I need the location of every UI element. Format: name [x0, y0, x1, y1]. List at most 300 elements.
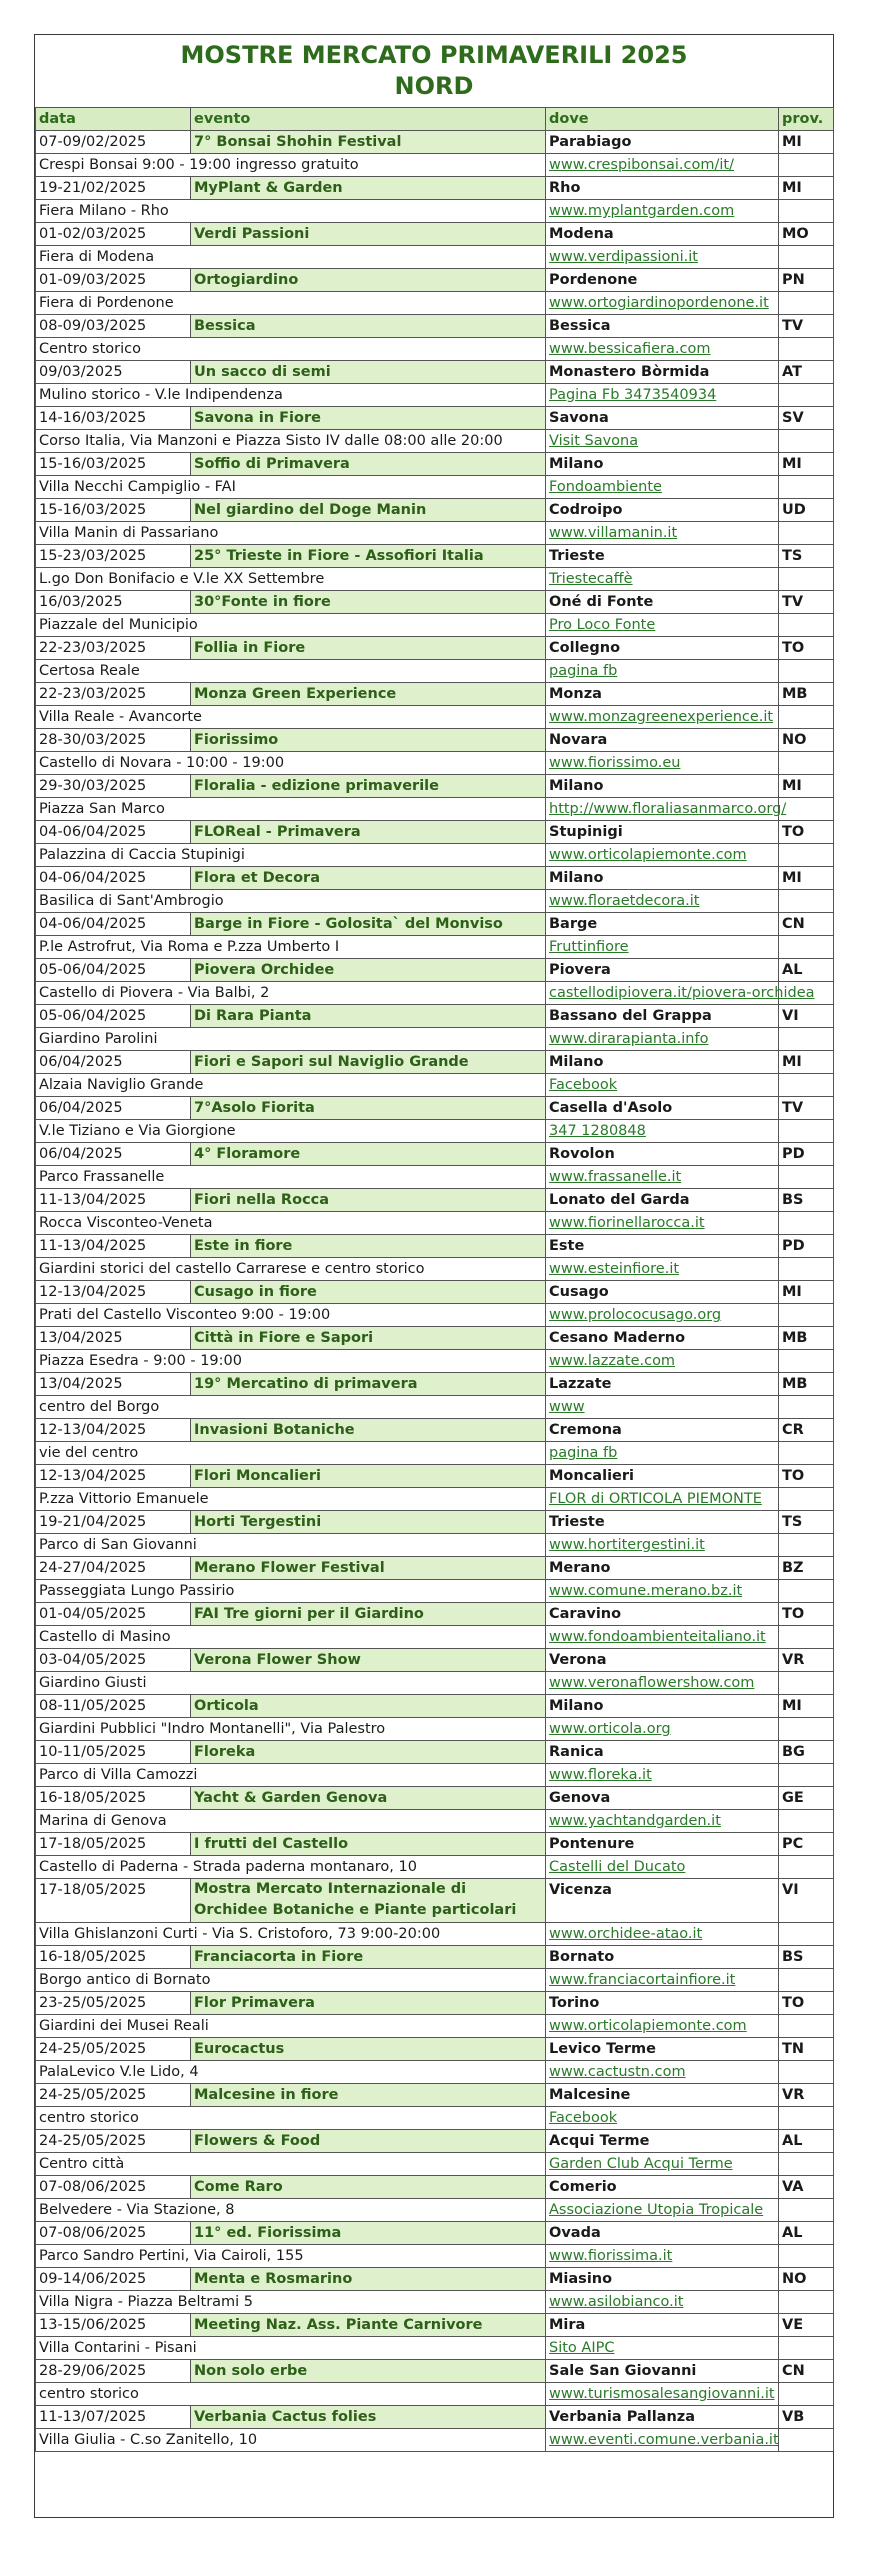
event-location: centro storico — [36, 2107, 546, 2130]
event-link[interactable]: www.turismosalesangiovanni.it — [546, 2383, 779, 2406]
event-location: Palazzina di Caccia Stupinigi — [36, 844, 546, 867]
event-name: Floralia - edizione primaverile — [191, 775, 546, 798]
event-province: AL — [779, 2130, 834, 2153]
event-link[interactable]: www.villamanin.it — [546, 522, 779, 545]
event-link[interactable]: www.fiorissimo.eu — [546, 752, 779, 775]
event-link[interactable]: Fondoambiente — [546, 476, 779, 499]
event-date: 12-13/04/2025 — [36, 1419, 191, 1442]
event-link[interactable]: www.ortogiardinopordenone.it — [546, 292, 779, 315]
event-location: L.go Don Bonifacio e V.le XX Settembre — [36, 568, 546, 591]
event-city: Caravino — [546, 1603, 779, 1626]
event-province: VB — [779, 2406, 834, 2429]
event-link[interactable]: www.dirarapianta.info — [546, 1028, 779, 1051]
header-prov: prov. — [779, 108, 834, 131]
event-name: Follia in Fiore — [191, 637, 546, 660]
event-city: Malcesine — [546, 2084, 779, 2107]
event-link[interactable]: www.esteinfiore.it — [546, 1258, 779, 1281]
empty-cell — [779, 2199, 834, 2222]
event-province: TV — [779, 1097, 834, 1120]
event-province: BS — [779, 1189, 834, 1212]
event-link[interactable]: www.verdipassioni.it — [546, 246, 779, 269]
event-row — [36, 1557, 834, 1580]
event-date: 24-25/05/2025 — [36, 2130, 191, 2153]
event-link[interactable]: Pro Loco Fonte — [546, 614, 779, 637]
event-location: P.zza Vittorio Emanuele — [36, 1488, 546, 1511]
event-row — [36, 1511, 834, 1534]
event-link[interactable]: www.yachtandgarden.it — [546, 1810, 779, 1833]
event-location: PalaLevico V.le Lido, 4 — [36, 2061, 546, 2084]
event-row — [36, 1992, 834, 2015]
event-location: Giardini storici del castello Carrarese e centro storico — [36, 1258, 546, 1281]
event-link[interactable]: www.bessicafiera.com — [546, 338, 779, 361]
event-date: 12-13/04/2025 — [36, 1281, 191, 1304]
event-detail-row — [36, 1212, 834, 1235]
empty-cell — [779, 430, 834, 453]
event-name: Città in Fiore e Sapori — [191, 1327, 546, 1350]
event-location: Basilica di Sant'Ambrogio — [36, 890, 546, 913]
event-detail-row — [36, 246, 834, 269]
event-city: Casella d'Asolo — [546, 1097, 779, 1120]
event-name: I frutti del Castello — [191, 1833, 546, 1856]
event-location: Piazza San Marco — [36, 798, 546, 821]
empty-cell — [779, 246, 834, 269]
event-name: Flora et Decora — [191, 867, 546, 890]
event-detail-row — [36, 1764, 834, 1787]
event-detail-row — [36, 890, 834, 913]
empty-cell — [779, 1074, 834, 1097]
event-city: Parabiago — [546, 131, 779, 154]
empty-cell — [779, 1166, 834, 1189]
event-row — [36, 2176, 834, 2199]
event-detail-row — [36, 1166, 834, 1189]
event-location: Certosa Reale — [36, 660, 546, 683]
event-name: 30°Fonte in fiore — [191, 591, 546, 614]
event-date: 17-18/05/2025 — [36, 1879, 191, 1923]
event-location: V.le Tiziano e Via Giorgione — [36, 1120, 546, 1143]
event-row — [36, 2130, 834, 2153]
event-date: 13-15/06/2025 — [36, 2314, 191, 2337]
empty-cell — [779, 1258, 834, 1281]
event-link[interactable]: www.fondoambienteitaliano.it — [546, 1626, 779, 1649]
event-row — [36, 1005, 834, 1028]
event-city: Milano — [546, 1051, 779, 1074]
event-location: centro storico — [36, 2383, 546, 2406]
event-name: Barge in Fiore - Golosita` del Monviso — [191, 913, 546, 936]
event-row — [36, 1833, 834, 1856]
event-row — [36, 1787, 834, 1810]
event-location: Centro città — [36, 2153, 546, 2176]
event-row — [36, 867, 834, 890]
event-date: 19-21/04/2025 — [36, 1511, 191, 1534]
event-name: FLOReal - Primavera — [191, 821, 546, 844]
event-link[interactable]: Pagina Fb 3473540934 — [546, 384, 779, 407]
event-province: TN — [779, 2038, 834, 2061]
event-link[interactable]: pagina fb — [546, 660, 779, 683]
empty-cell — [779, 1764, 834, 1787]
event-row — [36, 2314, 834, 2337]
empty-cell — [779, 338, 834, 361]
event-city: Rovolon — [546, 1143, 779, 1166]
event-name: Fiorissimo — [191, 729, 546, 752]
event-link[interactable]: www.cactustn.com — [546, 2061, 779, 2084]
event-date: 19-21/02/2025 — [36, 177, 191, 200]
event-link[interactable]: www.franciacortainfiore.it — [546, 1969, 779, 1992]
event-name: Yacht & Garden Genova — [191, 1787, 546, 1810]
event-location: Piazza Esedra - 9:00 - 19:00 — [36, 1350, 546, 1373]
event-location: Fiera di Pordenone — [36, 292, 546, 315]
event-date: 11-13/04/2025 — [36, 1235, 191, 1258]
empty-cell — [779, 890, 834, 913]
event-province: NO — [779, 729, 834, 752]
event-location: Giardino Parolini — [36, 1028, 546, 1051]
event-date: 16-18/05/2025 — [36, 1787, 191, 1810]
empty-cell — [779, 1810, 834, 1833]
event-row — [36, 959, 834, 982]
event-row — [36, 1603, 834, 1626]
event-detail-row — [36, 706, 834, 729]
event-link[interactable]: www.orticolapiemonte.com — [546, 844, 779, 867]
empty-cell — [779, 2383, 834, 2406]
event-date: 11-13/07/2025 — [36, 2406, 191, 2429]
event-link[interactable]: www.veronaflowershow.com — [546, 1672, 779, 1695]
event-date: 12-13/04/2025 — [36, 1465, 191, 1488]
event-location: Rocca Visconteo-Veneta — [36, 1212, 546, 1235]
event-city: Barge — [546, 913, 779, 936]
event-row — [36, 637, 834, 660]
event-name: Este in fiore — [191, 1235, 546, 1258]
event-name: FAI Tre giorni per il Giardino — [191, 1603, 546, 1626]
event-name: Monza Green Experience — [191, 683, 546, 706]
empty-cell — [779, 614, 834, 637]
event-detail-row — [36, 660, 834, 683]
event-city: Verona — [546, 1649, 779, 1672]
event-location: Fiera Milano - Rho — [36, 200, 546, 223]
event-row — [36, 1189, 834, 1212]
event-city: Modena — [546, 223, 779, 246]
event-province: MI — [779, 775, 834, 798]
empty-cell — [779, 706, 834, 729]
event-detail-row — [36, 1923, 834, 1946]
empty-cell — [779, 1028, 834, 1051]
event-city: Bornato — [546, 1946, 779, 1969]
event-date: 11-13/04/2025 — [36, 1189, 191, 1212]
event-detail-row — [36, 154, 834, 177]
event-province: MI — [779, 131, 834, 154]
event-location: Alzaia Naviglio Grande — [36, 1074, 546, 1097]
event-row — [36, 1143, 834, 1166]
event-name: Floreka — [191, 1741, 546, 1764]
event-row — [36, 1946, 834, 1969]
event-province: VI — [779, 1879, 834, 1923]
event-detail-row — [36, 2107, 834, 2130]
event-province: UD — [779, 499, 834, 522]
event-detail-row — [36, 1969, 834, 1992]
event-date: 24-27/04/2025 — [36, 1557, 191, 1580]
event-detail-row — [36, 1350, 834, 1373]
event-link[interactable]: www.crespibonsai.com/it/ — [546, 154, 779, 177]
event-name: 11° ed. Fiorissima — [191, 2222, 546, 2245]
event-detail-row — [36, 1120, 834, 1143]
event-location: centro del Borgo — [36, 1396, 546, 1419]
event-city: Lazzate — [546, 1373, 779, 1396]
event-link[interactable]: www.frassanelle.it — [546, 1166, 779, 1189]
event-detail-row — [36, 1258, 834, 1281]
event-detail-row — [36, 384, 834, 407]
event-link[interactable]: www.fiorinellarocca.it — [546, 1212, 779, 1235]
empty-cell — [779, 200, 834, 223]
event-link[interactable]: Facebook — [546, 1074, 779, 1097]
event-link[interactable]: www.comune.merano.bz.it — [546, 1580, 779, 1603]
event-province: MB — [779, 1327, 834, 1350]
event-city: Mira — [546, 2314, 779, 2337]
event-link[interactable]: Garden Club Acqui Terme — [546, 2153, 779, 2176]
event-detail-row — [36, 2337, 834, 2360]
event-date: 05-06/04/2025 — [36, 959, 191, 982]
empty-cell — [779, 292, 834, 315]
event-row — [36, 1695, 834, 1718]
empty-cell — [779, 1534, 834, 1557]
event-city: Torino — [546, 1992, 779, 2015]
event-date: 07-08/06/2025 — [36, 2176, 191, 2199]
event-detail-row — [36, 1396, 834, 1419]
event-location: Parco Frassanelle — [36, 1166, 546, 1189]
event-location: Parco di San Giovanni — [36, 1534, 546, 1557]
event-link[interactable]: www.asilobianco.it — [546, 2291, 779, 2314]
event-city: Lonato del Garda — [546, 1189, 779, 1212]
event-link[interactable]: Sito AIPC — [546, 2337, 779, 2360]
event-city: Milano — [546, 1695, 779, 1718]
event-province: PC — [779, 1833, 834, 1856]
event-name: 19° Mercatino di primavera — [191, 1373, 546, 1396]
empty-cell — [779, 1672, 834, 1695]
event-province: BZ — [779, 1557, 834, 1580]
empty-cell — [779, 384, 834, 407]
empty-cell — [779, 2429, 834, 2452]
event-name: Invasioni Botaniche — [191, 1419, 546, 1442]
event-name: 4° Floramore — [191, 1143, 546, 1166]
event-city: Sale San Giovanni — [546, 2360, 779, 2383]
event-date: 07-09/02/2025 — [36, 131, 191, 154]
empty-cell — [779, 2153, 834, 2176]
event-link[interactable]: www.orchidee-atao.it — [546, 1923, 779, 1946]
event-city: Trieste — [546, 545, 779, 568]
event-date: 14-16/03/2025 — [36, 407, 191, 430]
event-location: Prati del Castello Visconteo 9:00 - 19:00 — [36, 1304, 546, 1327]
event-name: Franciacorta in Fiore — [191, 1946, 546, 1969]
event-date: 08-11/05/2025 — [36, 1695, 191, 1718]
event-province: PD — [779, 1143, 834, 1166]
event-row — [36, 2406, 834, 2429]
empty-cell — [779, 1442, 834, 1465]
event-location: Villa Nigra - Piazza Beltrami 5 — [36, 2291, 546, 2314]
event-province: MB — [779, 683, 834, 706]
event-province: MI — [779, 177, 834, 200]
event-date: 16-18/05/2025 — [36, 1946, 191, 1969]
event-location: Marina di Genova — [36, 1810, 546, 1833]
empty-cell — [779, 522, 834, 545]
event-link[interactable]: 347 1280848 — [546, 1120, 779, 1143]
event-link[interactable]: www.monzagreenexperience.it — [546, 706, 779, 729]
event-name: Bessica — [191, 315, 546, 338]
empty-cell — [779, 2015, 834, 2038]
event-detail-row — [36, 292, 834, 315]
event-detail-row — [36, 982, 834, 1005]
empty-cell — [779, 2245, 834, 2268]
event-link[interactable]: www.orticola.org — [546, 1718, 779, 1741]
event-detail-row — [36, 430, 834, 453]
event-detail-row — [36, 1718, 834, 1741]
event-link[interactable]: Associazione Utopia Tropicale — [546, 2199, 779, 2222]
event-row — [36, 1465, 834, 1488]
event-province: TO — [779, 821, 834, 844]
event-name: Mostra Mercato Internazionale di Orchidee Botaniche e Piante particolari — [191, 1879, 546, 1923]
event-date: 04-06/04/2025 — [36, 913, 191, 936]
event-city: Collegno — [546, 637, 779, 660]
event-date: 06/04/2025 — [36, 1051, 191, 1074]
event-location: Centro storico — [36, 338, 546, 361]
event-city: Merano — [546, 1557, 779, 1580]
event-province: VR — [779, 2084, 834, 2107]
event-city: Pordenone — [546, 269, 779, 292]
event-location: Passeggiata Lungo Passirio — [36, 1580, 546, 1603]
event-name: Menta e Rosmarino — [191, 2268, 546, 2291]
event-link[interactable]: www.eventi.comune.verbania.it — [546, 2429, 779, 2452]
event-detail-row — [36, 522, 834, 545]
event-province: AL — [779, 2222, 834, 2245]
event-location: Belvedere - Via Stazione, 8 — [36, 2199, 546, 2222]
event-name: Di Rara Pianta — [191, 1005, 546, 1028]
event-date: 08-09/03/2025 — [36, 315, 191, 338]
event-link[interactable]: www.hortitergestini.it — [546, 1534, 779, 1557]
event-row — [36, 1281, 834, 1304]
event-location: Villa Giulia - C.so Zanitello, 10 — [36, 2429, 546, 2452]
event-detail-row — [36, 2199, 834, 2222]
event-row — [36, 407, 834, 430]
event-row — [36, 453, 834, 476]
event-date: 13/04/2025 — [36, 1373, 191, 1396]
event-link[interactable]: www.lazzate.com — [546, 1350, 779, 1373]
event-link[interactable]: pagina fb — [546, 1442, 779, 1465]
event-date: 28-29/06/2025 — [36, 2360, 191, 2383]
event-province: MI — [779, 1051, 834, 1074]
event-location: Giardini Pubblici "Indro Montanelli", Via Palestro — [36, 1718, 546, 1741]
event-row — [36, 1741, 834, 1764]
event-row — [36, 2360, 834, 2383]
event-city: Monastero Bòrmida — [546, 361, 779, 384]
empty-cell — [779, 2337, 834, 2360]
event-location: Castello di Masino — [36, 1626, 546, 1649]
event-province: TO — [779, 1465, 834, 1488]
header-dove: dove — [546, 108, 779, 131]
event-name: Verdi Passioni — [191, 223, 546, 246]
event-link[interactable]: www.fiorissima.it — [546, 2245, 779, 2268]
event-name: 7°Asolo Fiorita — [191, 1097, 546, 1120]
event-detail-row — [36, 798, 834, 821]
event-date: 15-23/03/2025 — [36, 545, 191, 568]
event-name: Flowers & Food — [191, 2130, 546, 2153]
event-province: CR — [779, 1419, 834, 1442]
event-link[interactable]: Visit Savona — [546, 430, 779, 453]
event-city: Piovera — [546, 959, 779, 982]
event-date: 22-23/03/2025 — [36, 683, 191, 706]
event-link[interactable]: http://www.floraliasanmarco.org/ — [546, 798, 779, 821]
empty-cell — [779, 1718, 834, 1741]
event-detail-row — [36, 1810, 834, 1833]
event-province: CN — [779, 913, 834, 936]
event-name: Come Raro — [191, 2176, 546, 2199]
event-location: vie del centro — [36, 1442, 546, 1465]
event-link[interactable]: www.orticolapiemonte.com — [546, 2015, 779, 2038]
empty-cell — [779, 1350, 834, 1373]
event-link[interactable]: www.floreka.it — [546, 1764, 779, 1787]
event-province: TO — [779, 1992, 834, 2015]
event-province: TS — [779, 545, 834, 568]
event-date: 03-04/05/2025 — [36, 1649, 191, 1672]
event-name: Soffio di Primavera — [191, 453, 546, 476]
event-name: MyPlant & Garden — [191, 177, 546, 200]
event-name: Verona Flower Show — [191, 1649, 546, 1672]
event-detail-row — [36, 1672, 834, 1695]
events-table — [35, 107, 834, 2452]
event-name: 7° Bonsai Shohin Festival — [191, 131, 546, 154]
event-row — [36, 269, 834, 292]
event-province: GE — [779, 1787, 834, 1810]
event-province: TV — [779, 591, 834, 614]
event-province: MB — [779, 1373, 834, 1396]
event-city: Ovada — [546, 2222, 779, 2245]
event-link[interactable]: www — [546, 1396, 779, 1419]
event-location: Villa Contarini - Pisani — [36, 2337, 546, 2360]
event-province: AT — [779, 361, 834, 384]
event-link[interactable]: Facebook — [546, 2107, 779, 2130]
event-date: 10-11/05/2025 — [36, 1741, 191, 1764]
event-link[interactable]: FLOR di ORTICOLA PIEMONTE — [546, 1488, 779, 1511]
event-detail-row — [36, 1534, 834, 1557]
empty-cell — [779, 798, 834, 821]
event-date: 05-06/04/2025 — [36, 1005, 191, 1028]
event-link[interactable]: Fruttinfiore — [546, 936, 779, 959]
table-header-row — [36, 108, 834, 131]
event-date: 28-30/03/2025 — [36, 729, 191, 752]
event-link[interactable]: www.floraetdecora.it — [546, 890, 779, 913]
empty-cell — [779, 2061, 834, 2084]
event-location: Villa Ghislanzoni Curti - Via S. Cristoforo, 73 9:00-20:00 — [36, 1923, 546, 1946]
event-row — [36, 1373, 834, 1396]
event-row — [36, 177, 834, 200]
event-date: 06/04/2025 — [36, 1143, 191, 1166]
event-province: TO — [779, 637, 834, 660]
event-detail-row — [36, 476, 834, 499]
event-city: Novara — [546, 729, 779, 752]
event-detail-row — [36, 200, 834, 223]
event-link[interactable]: www.myplantgarden.com — [546, 200, 779, 223]
event-date: 29-30/03/2025 — [36, 775, 191, 798]
event-link[interactable]: castellodipiovera.it/piovera-orchidea — [546, 982, 779, 1005]
event-city: Pontenure — [546, 1833, 779, 1856]
event-date: 16/03/2025 — [36, 591, 191, 614]
event-name: Piovera Orchidee — [191, 959, 546, 982]
event-link[interactable]: Castelli del Ducato — [546, 1856, 779, 1879]
event-location: P.le Astrofrut, Via Roma e P.zza Umberto I — [36, 936, 546, 959]
event-link[interactable]: Triestecaffè — [546, 568, 779, 591]
event-detail-row — [36, 2291, 834, 2314]
events-document — [34, 34, 834, 2518]
event-detail-row — [36, 1626, 834, 1649]
event-city: Trieste — [546, 1511, 779, 1534]
event-link[interactable]: www.prolococusago.org — [546, 1304, 779, 1327]
event-city: Genova — [546, 1787, 779, 1810]
event-location: Villa Necchi Campiglio - FAI — [36, 476, 546, 499]
